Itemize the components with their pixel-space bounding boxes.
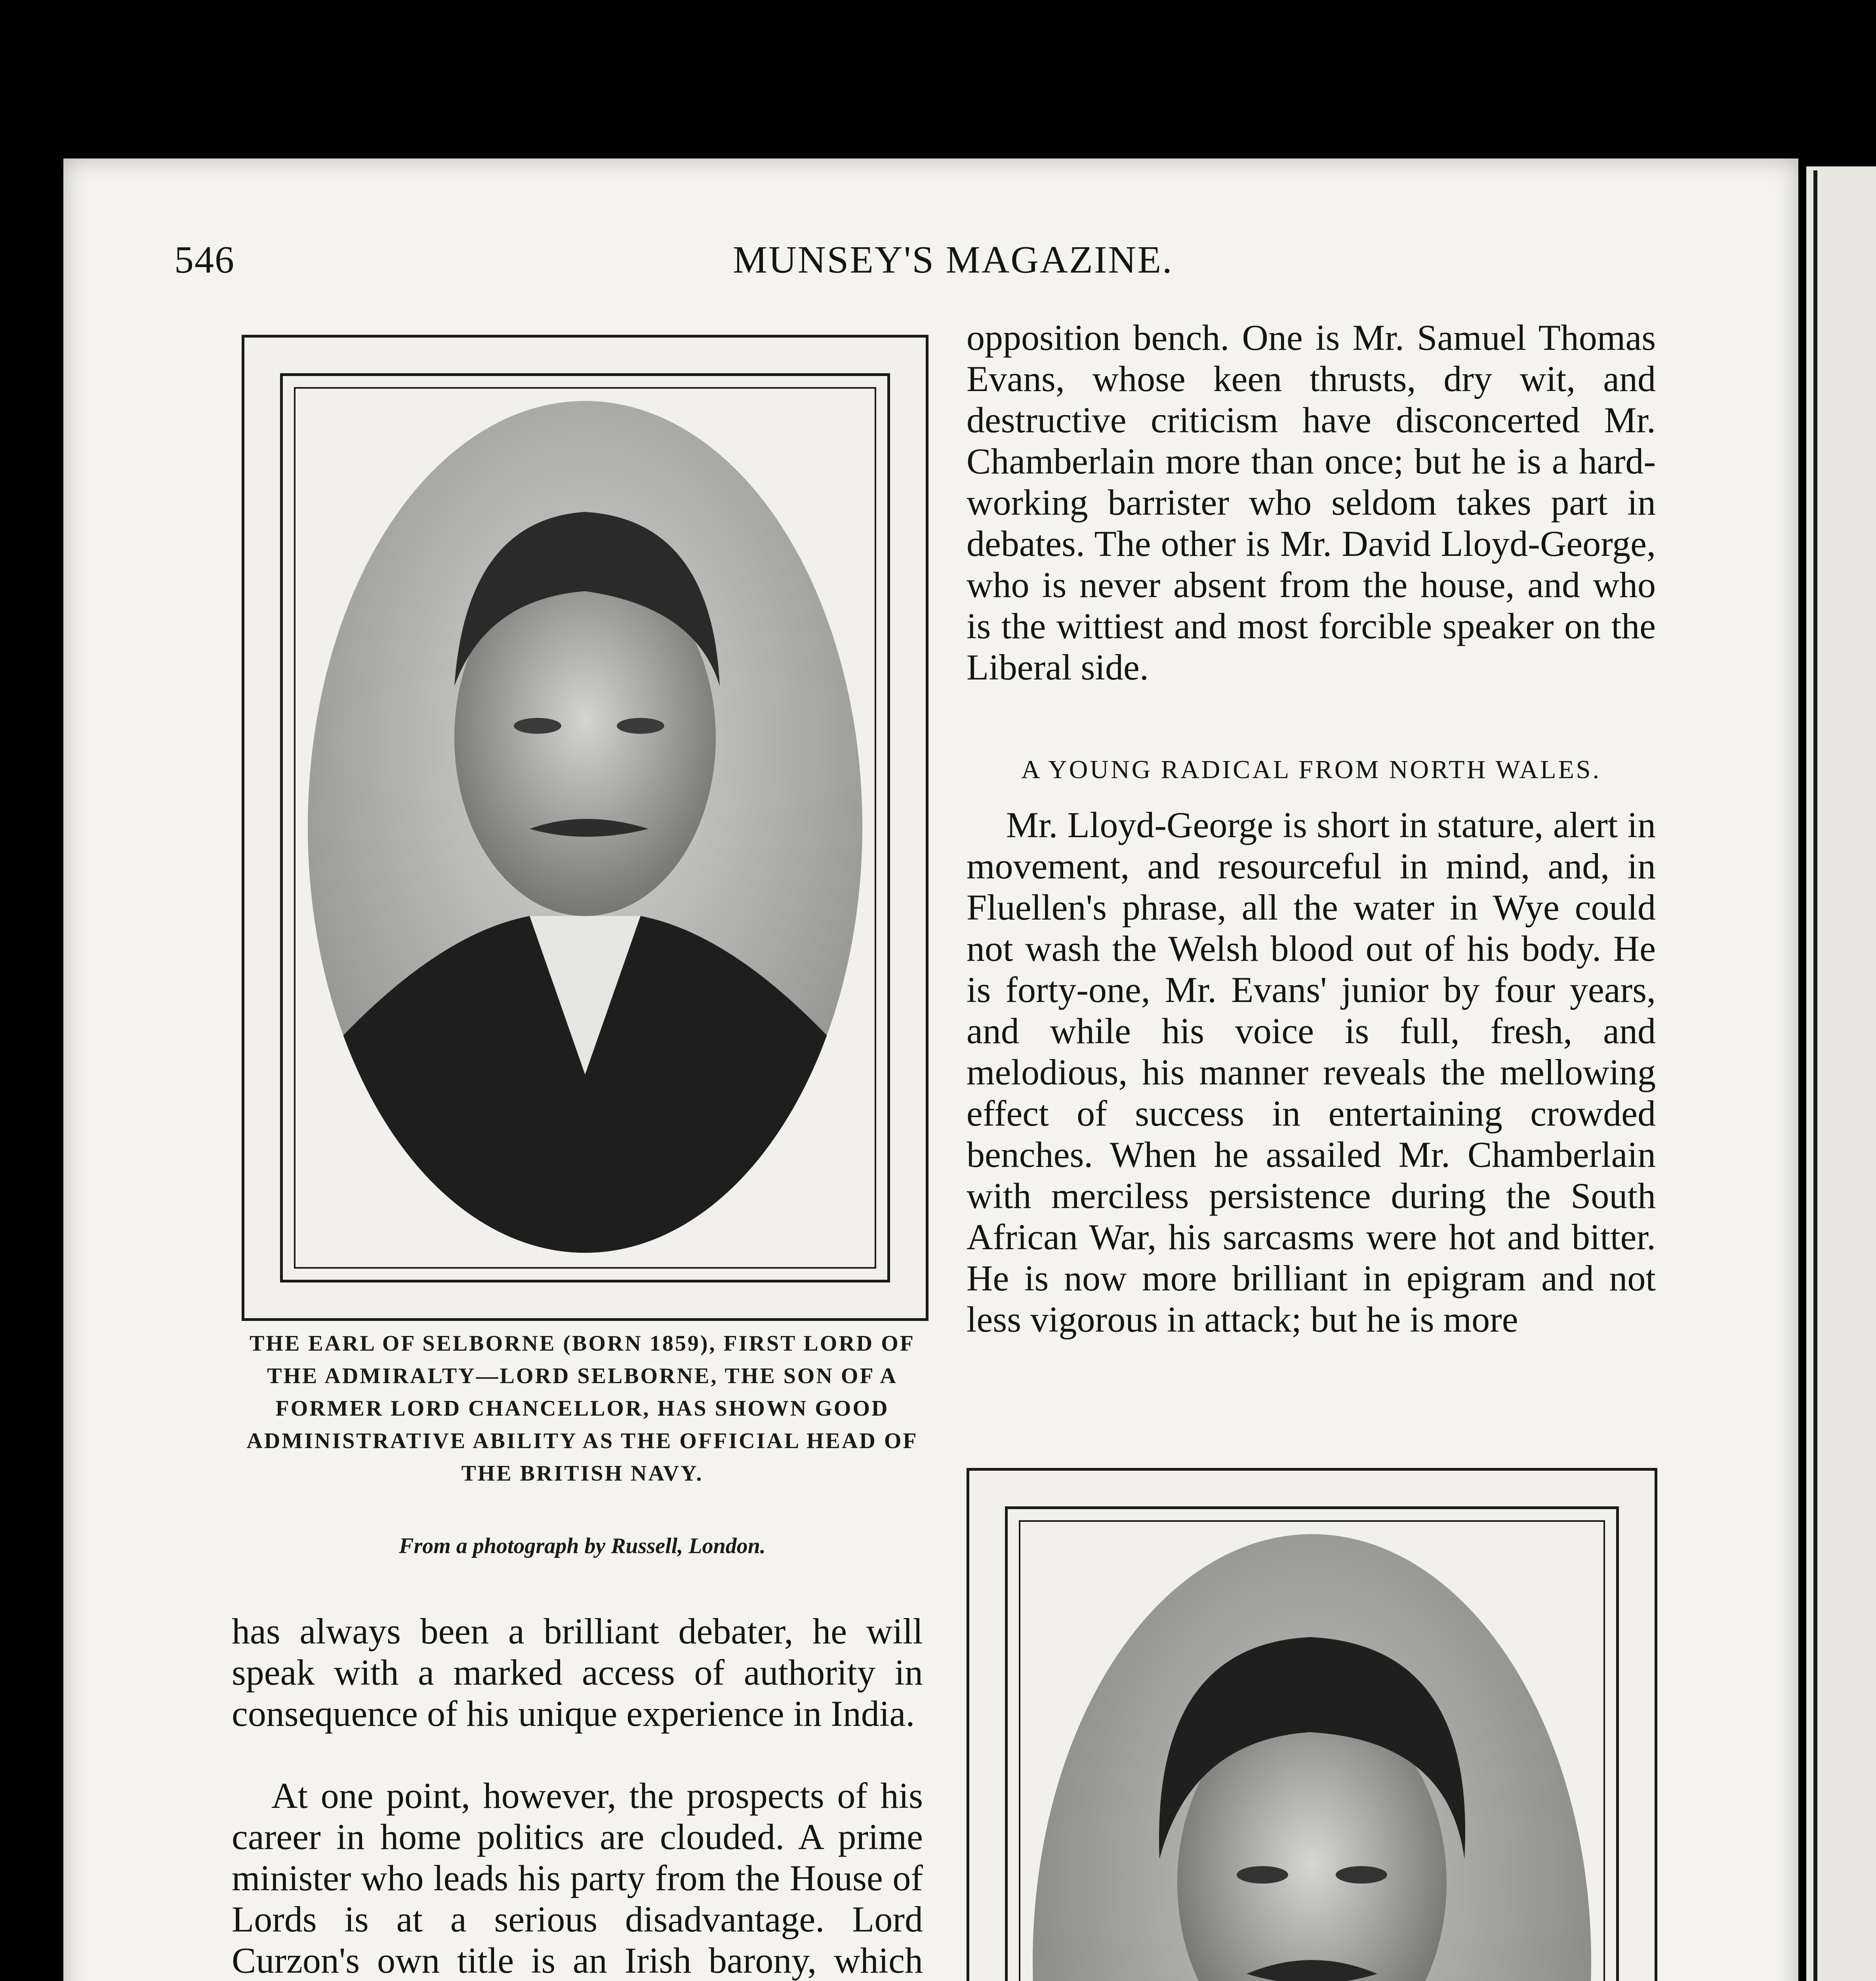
selborne-portrait-image — [308, 401, 862, 1253]
lloyd-george-photo-frame — [967, 1468, 1657, 1981]
left-paragraph-2: At one point, however, the prospects of his career in home politics are clouded. A prime minister who leads his party from the House of Lords is at a serious disadvantage. Lord Curzon's own title is an Irish barony, which — [232, 1775, 923, 1981]
section-subheading: A YOUNG RADICAL FROM NORTH WALES. — [1021, 755, 1601, 784]
selborne-photo-frame — [242, 335, 928, 1321]
selborne-caption: THE EARL OF SELBORNE (BORN 1859), FIRST LORD OF THE ADMIRALTY—LORD SELBORNE, THE SON OF A FORMER LORD CHANCELLOR, HAS SHOWN GOOD ADMINISTRATIVE ABILITY AS THE OFFICIAL HEAD OF THE BRITISH NAVY. — [246, 1331, 918, 1486]
running-title: MUNSEY'S MAGAZINE. — [733, 239, 1173, 281]
selborne-photo-credit: From a photograph by Russell, London. — [399, 1534, 766, 1558]
right-paragraph-1: opposition bench. One is Mr. Samuel Thomas Evans, whose keen thrusts, dry wit, and destructive criticism have disconcerted Mr. Chamberlain more than once; but he is a hard-working barrister who seldom takes part in debates. The other is Mr. David Lloyd-George, who is never absent from the house, and who is the wittiest and most forcible speaker on the Liberal side. — [967, 317, 1656, 687]
left-paragraph-1: has always been a brilliant debater, he will speak with a marked access of authority in consequence of his unique experience in India. — [232, 1611, 923, 1734]
page-number: 546 — [174, 239, 235, 281]
selborne-portrait — [308, 401, 862, 1253]
page-gutter-line — [1813, 170, 1817, 1981]
right-paragraph-2: Mr. Lloyd-George is short in stature, alert in movement, and resourceful in mind, and, in Fluellen's phrase, all the water in Wye could not wash the Welsh blood out of his body. He is forty-one, Mr. Evans' junior by four years, and while his voice is full, fresh, and melodious, his manner reveals the mellowing effect of success in entertaining crowded benches. When he assailed Mr. Chamberlain with merciless persistence during the South African War, his sarcasms were hot and bitter. He is now more brilliant in epigram and not less vigorous in attack; but he is more — [967, 805, 1656, 1340]
